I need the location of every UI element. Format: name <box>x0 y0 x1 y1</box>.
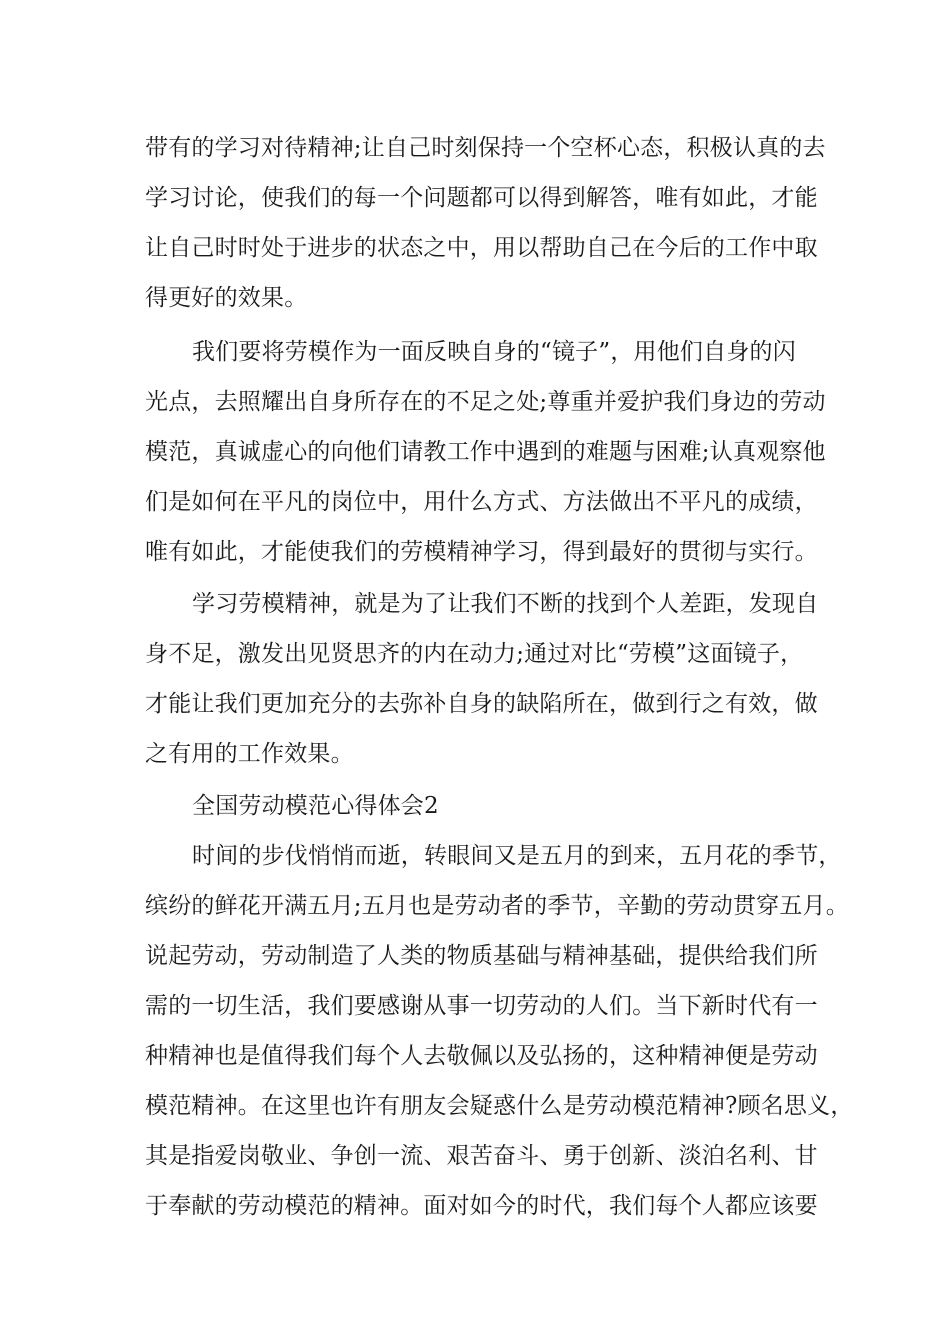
text-line: 身不足，激发出见贤思齐的内在动力;通过对比“劳模”这面镜子， <box>145 641 804 667</box>
section-heading: 全国劳动模范心得体会2 <box>192 793 439 819</box>
text-line: 们是如何在平凡的岗位中，用什么方式、方法做出不平凡的成绩， <box>145 489 818 515</box>
text-line: 于奉献的劳动模范的精神。面对如今的时代，我们每个人都应该要 <box>145 1193 818 1219</box>
text-line: 唯有如此，才能使我们的劳模精神学习，得到最好的贯彻与实行。 <box>145 539 818 565</box>
text-line: 缤纷的鲜花开满五月;五月也是劳动者的季节，辛勤的劳动贯穿五月。 <box>145 893 849 919</box>
text-line: 模范，真诚虚心的向他们请教工作中遇到的难题与困难;认真观察他 <box>145 439 826 465</box>
text-line: 之有用的工作效果。 <box>145 741 354 767</box>
paragraph-first-line: 时间的步伐悄悄而逝，转眼间又是五月的到来，五月花的季节， <box>192 843 842 869</box>
paragraph-first-line: 学习劳模精神，就是为了让我们不断的找到个人差距，发现自 <box>192 591 819 617</box>
text-line: 带有的学习对待精神;让自己时刻保持一个空杯心态，积极认真的去 <box>145 135 826 161</box>
text-line: 学习讨论，使我们的每一个问题都可以得到解答，唯有如此，才能 <box>145 185 818 211</box>
text-line: 光点，去照耀出自身所存在的不足之处;尊重并爱护我们身边的劳动 <box>145 389 826 415</box>
text-line: 说起劳动，劳动制造了人类的物质基础与精神基础，提供给我们所 <box>145 943 818 969</box>
paragraph-first-line: 我们要将劳模作为一面反映自身的“镜子”，用他们自身的闪 <box>192 339 796 365</box>
text-line: 种精神也是值得我们每个人去敬佩以及弘扬的，这种精神便是劳动 <box>145 1043 818 1069</box>
text-line: 得更好的效果。 <box>145 285 308 311</box>
text-line: 其是指爱岗敬业、争创一流、艰苦奋斗、勇于创新、淡泊名利、甘 <box>145 1143 818 1169</box>
text-line: 才能让我们更加充分的去弥补自身的缺陷所在，做到行之有效，做 <box>145 691 818 717</box>
text-line: 让自己时时处于进步的状态之中，用以帮助自己在今后的工作中取 <box>145 235 818 261</box>
text-line: 需的一切生活，我们要感谢从事一切劳动的人们。当下新时代有一 <box>145 993 818 1019</box>
text-line: 模范精神。在这里也许有朋友会疑惑什么是劳动模范精神?顾名思义， <box>145 1093 854 1119</box>
